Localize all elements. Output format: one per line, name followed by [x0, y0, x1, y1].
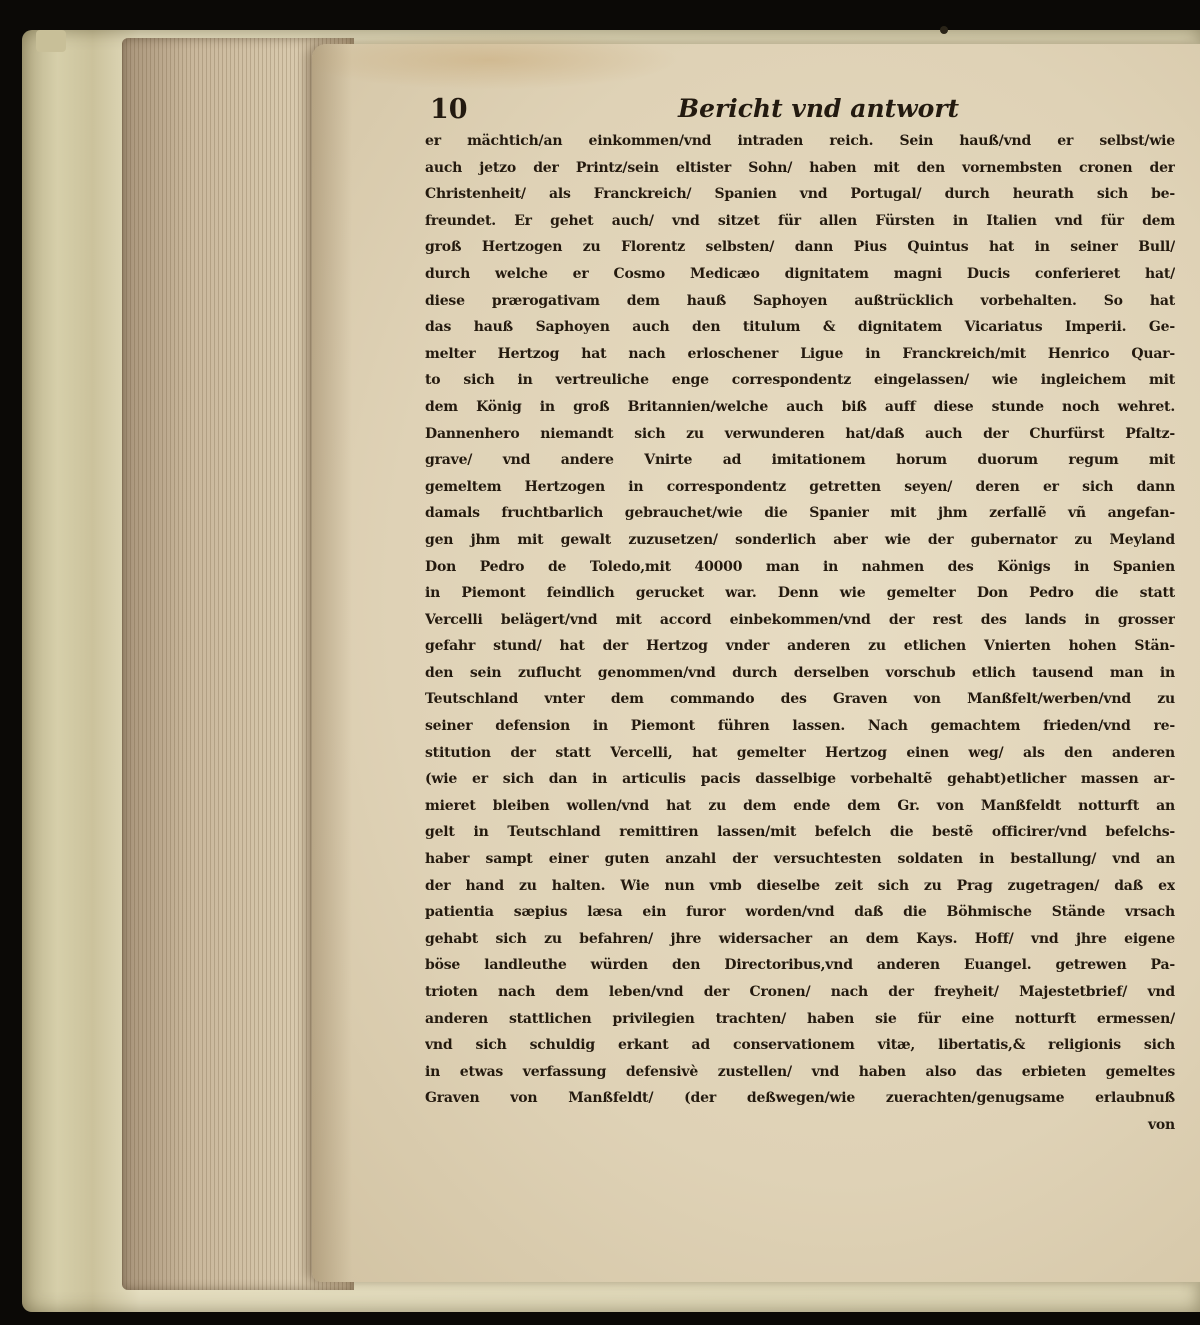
text-line: trioten nach dem leben/vnd der Cronen/ nach der freyheit/ Majestetbrief/ vnd — [425, 984, 1175, 1000]
text-line: groß Hertzogen zu Florentz selbsten/ dann Pius Quintus hat in seiner Bull/ — [425, 239, 1175, 256]
text-line: (wie er sich dan in articulis pacis dasselbige vorbehaltẽ gehabt)etlicher massen ar- — [425, 771, 1175, 788]
text-line: von — [1147, 1116, 1175, 1133]
text-line: freundet. Er gehet auch/ vnd sitzet für allen Fürsten in Italien vnd für dem — [425, 212, 1175, 229]
text-line: melter Hertzog hat nach erloschener Ligue in Franckreich/mit Henrico Quar- — [425, 345, 1175, 362]
text-line: Christenheit/ als Franckreich/ Spanien vnd Portugal/ durch heurath sich be- — [425, 186, 1175, 203]
text-line: grave/ vnd andere Vnirte ad imitationem horum duorum regum mit — [425, 452, 1175, 469]
text-line: gelt in Teutschland remittiren lassen/mit befelch die bestẽ officirer/vnd befelchs- — [425, 824, 1175, 841]
text-line: böse landleuthe würden den Directoribus,vnd anderen Euangel. getrewen Pa- — [425, 957, 1175, 974]
text-line: gefahr stund/ hat der Hertzog vnder anderen zu etlichen Vnierten hohen Stän- — [425, 638, 1175, 655]
text-line: vnd sich schuldig erkant ad conservationem vitæ, libertatis,& religionis sich — [425, 1037, 1175, 1054]
text-line: Teutschland vnter dem commando des Graven von Manßfelt/werben/vnd zu — [425, 691, 1175, 708]
text-line: den sein zuflucht genommen/vnd durch derselben vorschub etlich tausend man in — [425, 664, 1175, 681]
page-gutter-shadow — [312, 44, 352, 1282]
text-line: haber sampt einer guten anzahl der versuchtesten soldaten in bestallung/ vnd an — [425, 851, 1175, 868]
text-line: gemeltem Hertzogen in correspondentz getretten seyen/ deren er sich dann — [425, 478, 1175, 495]
text-line: seiner defension in Piemont führen lassen. Nach gemachtem frieden/vnd re- — [425, 718, 1175, 735]
text-line: in Piemont feindlich gerucket war. Denn wie gemelter Don Pedro die statt — [425, 585, 1175, 602]
body-text — [425, 128, 1175, 1139]
text-line: Vercelli belägert/vnd mit accord einbekommen/vnd der rest des lands in grosser — [425, 611, 1175, 628]
text-line: auch jetzo der Printz/sein eltister Sohn/ haben mit den vornembsten cronen der — [425, 159, 1175, 176]
text-line: er mächtich/an einkommen/vnd intraden reich. Sein hauß/vnd er selbst/wie — [425, 133, 1175, 149]
text-line: der hand zu halten. Wie nun vmb dieselbe zeit sich zu Prag zugetragen/ daß ex — [425, 877, 1175, 894]
text-line: Don Pedro de Toledo,mit 40000 man in nahmen des Königs in Spanien — [425, 558, 1175, 575]
binding-hole — [940, 26, 948, 34]
text-line: gehabt sich zu befahren/ jhre widersacher an dem Kays. Hoff/ vnd jhre eigene — [425, 930, 1175, 947]
text-line: patientia sæpius læsa ein furor worden/vnd daß die Böhmische Stände vrsach — [425, 904, 1175, 921]
page-number: 10 — [430, 94, 468, 125]
text-line: mieret bleiben wollen/vnd hat zu dem ende dem Gr. von Manßfeldt notturft an — [425, 797, 1175, 814]
text-line: dem König in groß Britannien/welche auch biß auff diese stunde noch wehret. — [425, 398, 1175, 415]
page-stain — [300, 30, 680, 90]
text-line: Graven von Manßfeldt/ (der deßwegen/wie zuerachten/genugsame erlaubnuß — [425, 1090, 1175, 1107]
text-line: stitution der statt Vercelli, hat gemelter Hertzog einen weg/ als den anderen — [425, 744, 1175, 761]
running-head: Bericht vnd antwort — [678, 94, 960, 123]
text-line: anderen stattlichen privilegien trachten/ haben sie für eine notturft ermessen/ — [425, 1010, 1175, 1027]
text-line: diese prærogativam dem hauß Saphoyen außtrücklich vorbehalten. So hat — [425, 292, 1175, 309]
text-line: in etwas verfassung defensivè zustellen/ vnd haben also das erbieten gemeltes — [425, 1063, 1175, 1080]
text-line: to sich in vertreuliche enge correspondentz eingelassen/ wie ingleichem mit — [425, 372, 1175, 389]
text-line: Dannenhero niemandt sich zu verwunderen hat/daß auch der Churfürst Pfaltz- — [425, 425, 1175, 442]
text-line: damals fruchtbarlich gebrauchet/wie die Spanier mit jhm zerfallẽ vñ angefan- — [425, 505, 1175, 522]
text-line: gen jhm mit gewalt zuzusetzen/ sonderlich aber wie der gubernator zu Meyland — [425, 531, 1175, 548]
page-header — [430, 94, 960, 128]
text-line: durch welche er Cosmo Medicæo dignitatem magni Ducis conferieret hat/ — [425, 265, 1175, 282]
text-line: das hauß Saphoyen auch den titulum & dignitatem Vicariatus Imperii. Ge- — [425, 319, 1175, 336]
cover-tab — [36, 30, 66, 52]
